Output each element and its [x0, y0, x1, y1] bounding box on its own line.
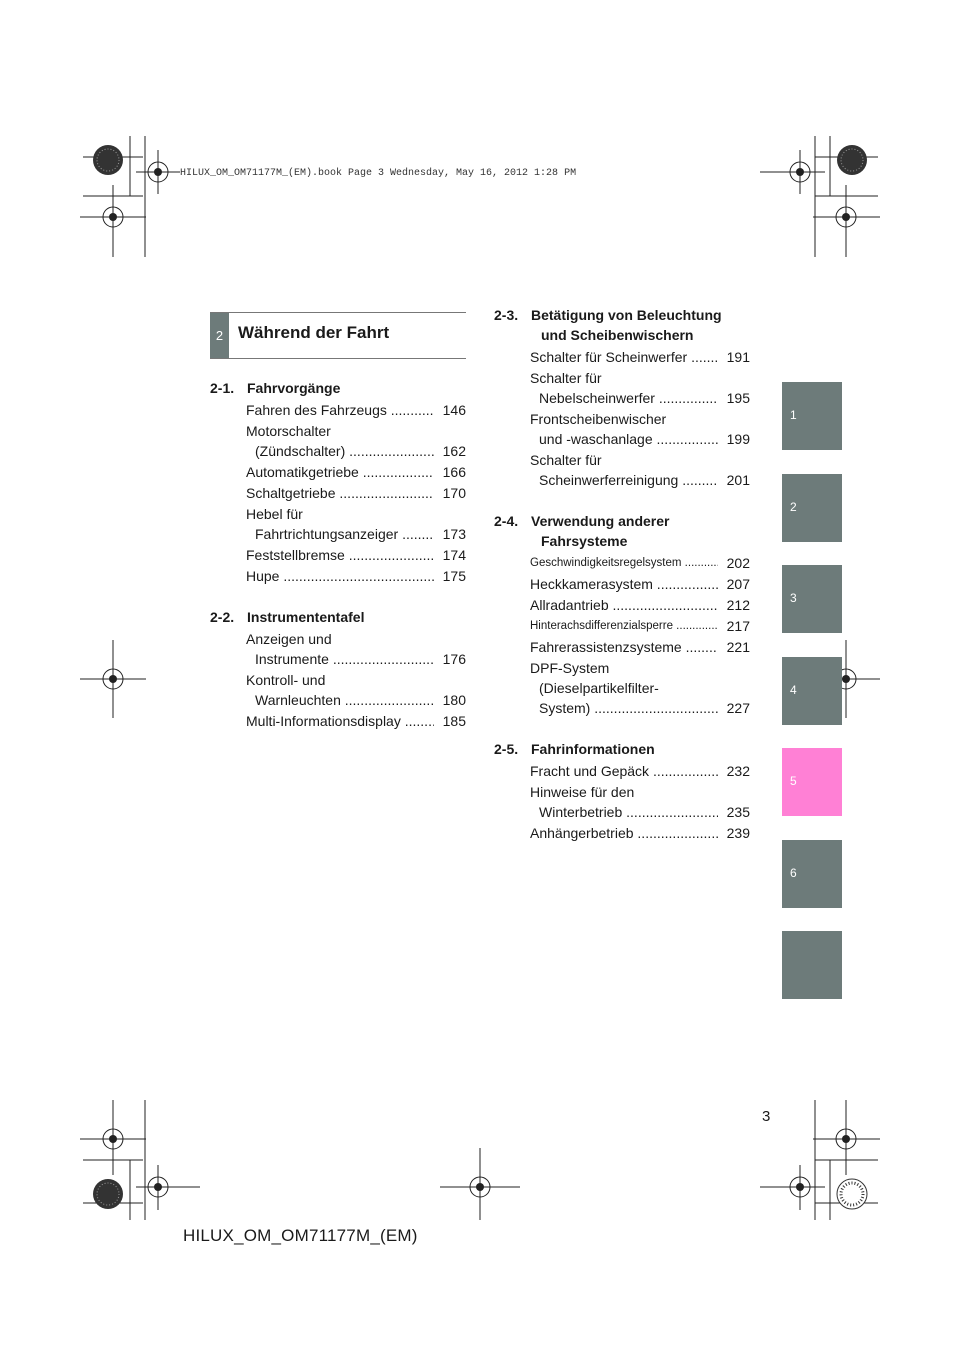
entry-title-line: DPF-System	[530, 660, 610, 676]
section-title	[494, 511, 750, 551]
chapter-tab-label: 1	[790, 408, 797, 422]
section-title-line: Betätigung von Beleuchtung	[531, 307, 722, 323]
section-title-line: und Scheibenwischern	[541, 327, 694, 343]
section-entries	[494, 347, 750, 490]
entry-title	[530, 347, 718, 367]
entry-page-number: 207	[726, 576, 750, 592]
section-title-text	[530, 305, 750, 345]
toc-entry[interactable]	[530, 782, 750, 822]
entry-page-number: 227	[726, 700, 750, 716]
entry-title-line: Schalter für Scheinwerfer .....	[530, 347, 718, 367]
section-title-text	[246, 607, 466, 627]
entry-title-line: (Dieselpartikelfilter-	[539, 680, 659, 696]
chapter-tab-label: 3	[790, 591, 797, 605]
page-number: 3	[762, 1108, 771, 1125]
chapter-header	[210, 312, 466, 359]
entry-page-number: 146	[442, 402, 466, 418]
entry-title	[530, 761, 718, 781]
entry-page-number: 232	[726, 763, 750, 779]
entry-title	[246, 670, 434, 710]
entry-page-number: 174	[442, 547, 466, 563]
toc-entry[interactable]	[530, 574, 750, 594]
entry-page-number: 173	[442, 526, 466, 542]
section-entries	[210, 629, 466, 731]
section-title-text	[246, 378, 466, 398]
section-title-line: Fahrsysteme	[541, 533, 628, 549]
entry-title-line: System) .....	[530, 698, 718, 718]
entry-title-line: Motorschalter	[246, 423, 331, 439]
section-title-line: Instrumententafel	[247, 609, 365, 625]
entry-title-line: und -waschanlage .....	[530, 429, 718, 449]
entry-page-number: 176	[442, 651, 466, 667]
chapter-tab-4[interactable]	[782, 657, 842, 725]
entry-page-number: 201	[726, 472, 750, 488]
toc-column-left	[210, 378, 466, 752]
chapter-tab-label: 5	[790, 774, 797, 788]
chapter-tab-label: 6	[790, 865, 797, 880]
chapter-tab-6[interactable]	[782, 840, 842, 908]
entry-page-number: 239	[726, 825, 750, 841]
entry-title-line: Kontroll- und	[246, 672, 326, 688]
section-number: 2-5.	[494, 741, 519, 757]
toc-entry[interactable]	[530, 450, 750, 490]
toc-entry[interactable]	[530, 409, 750, 449]
toc-entry[interactable]	[530, 368, 750, 408]
entry-title	[530, 450, 718, 490]
entry-title-line: Winterbetrieb .....	[530, 802, 718, 822]
toc-section	[210, 607, 466, 731]
toc-column-right	[494, 305, 750, 864]
section-title-line: Fahrinformationen	[531, 741, 655, 757]
toc-entry[interactable]	[530, 616, 750, 636]
entry-title-line: Hebel für	[246, 506, 303, 522]
entry-page-number: 212	[726, 597, 750, 613]
entry-title-line: Schalter für	[530, 370, 602, 386]
entry-title-line: Anzeigen und	[246, 631, 332, 647]
toc-entry[interactable]	[530, 637, 750, 657]
entry-title-line: Scheinwerferreinigung .....	[530, 470, 718, 490]
entry-title	[246, 711, 434, 731]
entry-page-number: 180	[442, 692, 466, 708]
document-code-footer: HILUX_OM_OM71177M_(EM)	[183, 1226, 418, 1245]
toc-entry[interactable]	[530, 347, 750, 367]
chapter-tab-2[interactable]	[782, 474, 842, 542]
entry-title-line: Anhängerbetrieb .....	[530, 823, 718, 843]
print-book-info: HILUX_OM_OM71177M_(EM).book Page 3 Wednesday, May 16, 2012 1:28 PM	[180, 168, 577, 179]
entry-page-number: 221	[726, 639, 750, 655]
toc-entry[interactable]	[530, 761, 750, 781]
toc-entry[interactable]	[246, 462, 466, 482]
entry-title	[530, 658, 718, 718]
chapter-number: 2	[210, 313, 229, 358]
entry-title	[246, 545, 434, 565]
section-entries	[494, 553, 750, 718]
entry-title	[530, 574, 718, 594]
entry-page-number: 170	[442, 485, 466, 501]
entry-title-line: (Zündschalter) .....	[246, 441, 434, 461]
entry-title-line: Fracht und Gepäck .....	[530, 761, 718, 781]
toc-section	[494, 739, 750, 843]
entry-title-line: Hinterachsdifferenzialsperre .....	[530, 616, 718, 636]
entry-title	[530, 553, 718, 573]
entry-title-line: Allradantrieb .....	[530, 595, 718, 615]
section-number: 2-4.	[494, 513, 519, 529]
entry-title-line: Hinweise für den	[530, 784, 635, 800]
toc-entry[interactable]	[246, 629, 466, 669]
toc-entry[interactable]	[246, 504, 466, 544]
entry-title-line: Instrumente .....	[246, 649, 434, 669]
entry-title-line: Fahren des Fahrzeugs .....	[246, 400, 434, 420]
entry-title-line: Nebelscheinwerfer .....	[530, 388, 718, 408]
section-title-text	[530, 511, 750, 551]
toc-entry[interactable]	[246, 566, 466, 586]
section-title	[494, 739, 750, 759]
entry-page-number: 199	[726, 431, 750, 447]
entry-title-line: Feststellbremse .....	[246, 545, 434, 565]
toc-entry[interactable]	[530, 595, 750, 615]
entry-title	[246, 421, 434, 461]
section-title-text	[530, 739, 750, 759]
entry-title	[246, 629, 434, 669]
entry-title-line: Geschwindigkeitsregelsystem .....	[530, 553, 718, 573]
entry-title-line: Hupe .....	[246, 566, 434, 586]
entry-title-line: Multi-Informationsdisplay .....	[246, 711, 434, 731]
chapter-tab-index[interactable]	[782, 931, 842, 999]
section-number: 2-2.	[210, 609, 235, 625]
section-number: 2-1.	[210, 380, 235, 396]
toc-entry[interactable]	[246, 483, 466, 503]
entry-page-number: 195	[726, 390, 750, 406]
entry-title	[530, 595, 718, 615]
entry-title-line: Warnleuchten .....	[246, 690, 434, 710]
entry-title	[246, 462, 434, 482]
entry-page-number: 191	[726, 349, 750, 365]
entry-title	[246, 566, 434, 586]
section-title	[210, 607, 466, 627]
entry-title-line: Fahrerassistenzsysteme .....	[530, 637, 718, 657]
entry-page-number: 166	[442, 464, 466, 480]
entry-page-number: 202	[726, 555, 750, 571]
entry-title-line: Schaltgetriebe .....	[246, 483, 434, 503]
entry-page-number: 217	[726, 618, 750, 634]
entry-title	[530, 409, 718, 449]
section-title-line: Verwendung anderer	[531, 513, 670, 529]
toc-section	[494, 511, 750, 718]
entry-title	[246, 504, 434, 544]
toc-section	[494, 305, 750, 490]
entry-title	[530, 368, 718, 408]
entry-title	[530, 637, 718, 657]
entry-page-number: 185	[442, 713, 466, 729]
toc-entry[interactable]	[246, 670, 466, 710]
entry-page-number: 162	[442, 443, 466, 459]
section-title	[210, 378, 466, 398]
entry-title-line: Frontscheibenwischer	[530, 411, 667, 427]
toc-entry[interactable]	[530, 553, 750, 573]
entry-title	[530, 782, 718, 822]
section-number: 2-3.	[494, 307, 519, 323]
chapter-tab-1[interactable]	[782, 382, 842, 450]
entry-title	[530, 823, 718, 843]
entry-page-number: 235	[726, 804, 750, 820]
entry-title-line: Fahrtrichtungsanzeiger .....	[246, 524, 434, 544]
entry-title-line: Schalter für	[530, 452, 602, 468]
entry-title-line: Heckkamerasystem .....	[530, 574, 718, 594]
toc-entry[interactable]	[246, 711, 466, 731]
chapter-tab-3[interactable]	[782, 565, 842, 633]
chapter-tab-label: 2	[790, 499, 797, 514]
entry-title	[246, 400, 434, 420]
entry-page-number: 175	[442, 568, 466, 584]
toc-entry[interactable]	[530, 823, 750, 843]
toc-entry[interactable]	[246, 545, 466, 565]
chapter-tab-label: 4	[790, 682, 797, 697]
toc-entry[interactable]	[246, 421, 466, 461]
section-entries	[494, 761, 750, 843]
toc-section	[210, 378, 466, 586]
chapter-tab-5[interactable]	[782, 748, 842, 816]
toc-entry[interactable]	[246, 400, 466, 420]
chapter-title: Während der Fahrt	[238, 323, 390, 342]
section-title-line: Fahrvorgänge	[247, 380, 341, 396]
section-title	[494, 305, 750, 345]
entry-title	[530, 616, 718, 636]
entry-title	[246, 483, 434, 503]
entry-title-line: Automatikgetriebe .....	[246, 462, 434, 482]
toc-entry[interactable]	[530, 658, 750, 718]
section-entries	[210, 400, 466, 586]
